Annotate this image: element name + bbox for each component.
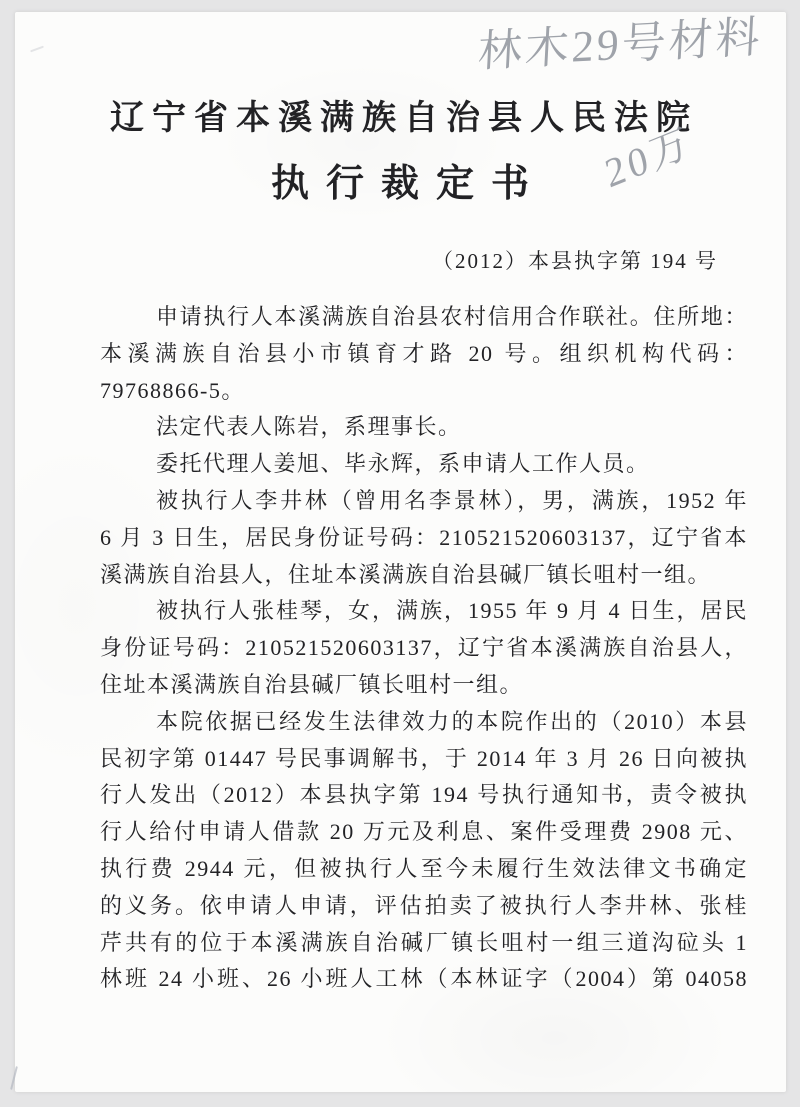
body-line: 申请执行人本溪满族自治县农村信用合作联社。住所地： [156, 304, 748, 329]
body-line: 本溪满族自治县小市镇育才路 20 号。组织机构代码： [100, 340, 748, 366]
body-line: 执行费 2944 元，但被执行人至今未履行生效法律文书确定 [100, 855, 748, 881]
case-number: （2012）本县执字第 194 号 [432, 249, 718, 273]
body-line: 身份证号码：210521520603137，辽宁省本溪满族自治县人， [100, 635, 748, 661]
body-line: 林班 24 小班、26 小班人工林（本林证字（2004）第 04058 [100, 966, 748, 992]
body-line: 法定代表人陈岩，系理事长。 [156, 414, 462, 440]
body-line: 6 月 3 日生，居民身份证号码：210521520603137，辽宁省本 [100, 524, 748, 550]
body-line: 被执行人张桂琴，女，满族，1955 年 9 月 4 日生，居民 [156, 598, 748, 624]
body-line: 行人给付申请人借款 20 万元及利息、案件受理费 2908 元、 [100, 819, 748, 845]
body-line: 行人发出（2012）本县执字第 194 号执行通知书，责令被执 [100, 782, 748, 808]
body-line: 被执行人李井林（曾用名李景林），男，满族，1952 年 [156, 487, 748, 513]
body-line: 委托代理人姜旭、毕永辉，系申请人工作人员。 [156, 451, 650, 477]
body-line: 溪满族自治县人，住址本溪满族自治县碱厂镇长咀村一组。 [100, 561, 712, 587]
body-line: 本院依据已经发生法律效力的本院作出的（2010）本县 [156, 708, 748, 734]
body-line: 芹共有的位于本溪满族自治碱厂镇长咀村一组三道沟砬头 1 [100, 929, 748, 955]
body-lines [100, 299, 748, 998]
document-type-title: 执行裁定书 [270, 163, 546, 205]
court-name-title: 辽宁省本溪满族自治县人民法院 [110, 100, 698, 137]
body-line: 的义务。依申请人申请，评估拍卖了被执行人李井林、张桂 [100, 892, 748, 918]
handwritten-amount-note: 20万 [600, 118, 697, 197]
body-line: 民初字第 01447 号民事调解书，于 2014 年 3 月 26 日向被执 [100, 745, 748, 771]
handwritten-file-note: 林木29号材料 [476, 12, 764, 77]
body-line: 79768866-5。 [100, 377, 245, 403]
body-line: 住址本溪满族自治县碱厂镇长咀村一组。 [100, 671, 524, 697]
